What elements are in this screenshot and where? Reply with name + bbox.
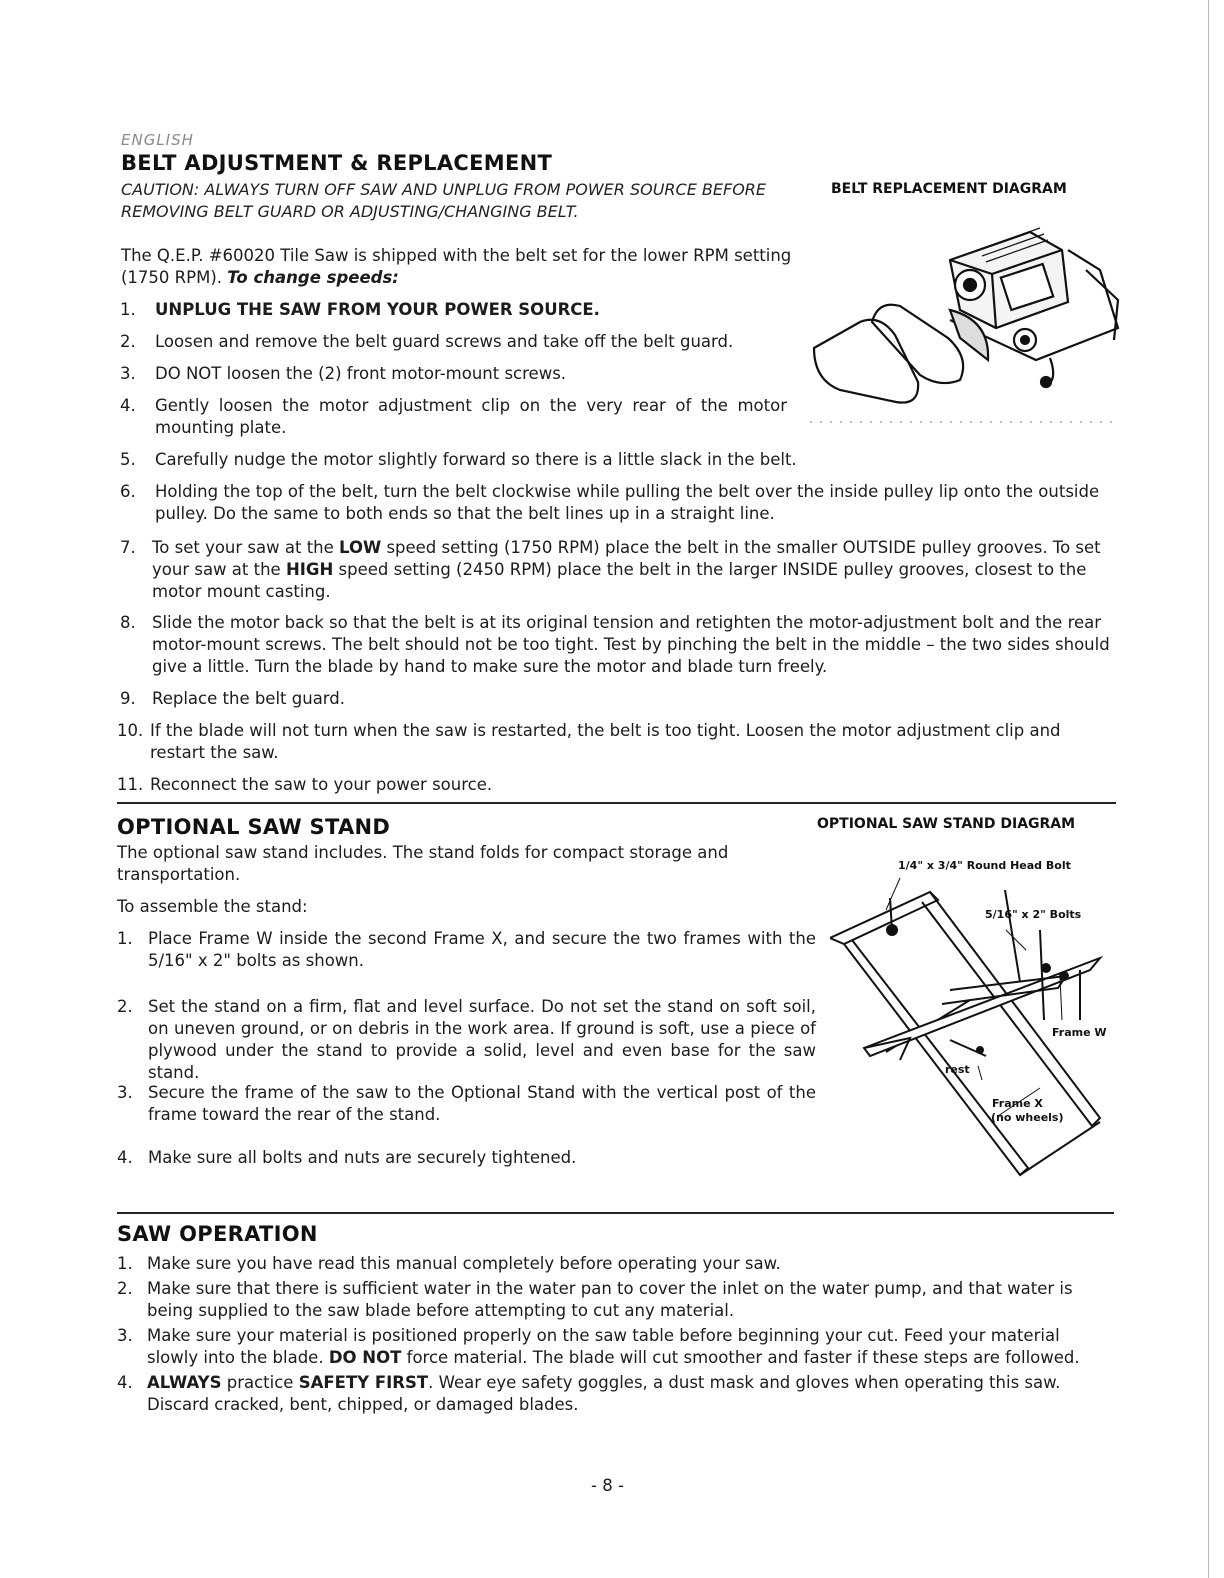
step-7-text-b: speed setting (1750 RPM) place the belt in the smaller OUTSIDE pulley grooves. To set your saw at the [152, 538, 1101, 579]
belt-step-6 [120, 481, 1120, 525]
frame-x-label: Frame X [992, 1097, 1043, 1110]
step-3-text-b: force material. The blade will cut smoother and faster if these steps are followed. [406, 1348, 1080, 1367]
belt-step-10 [117, 720, 1120, 764]
step-number: 4. [117, 1373, 133, 1392]
step-text: Slide the motor back so that the belt is at its original tension and retighten the motor-adjustment bolt and the rear motor-mount screws. The belt should not be too tight. Test by pinching the belt in the middle – the two sides should give a little. Turn the blade by hand to make sure the motor and blade turn freely. [152, 613, 1110, 676]
rest-icon [950, 1040, 986, 1056]
step-number: 2. [117, 997, 133, 1016]
step-number: 5. [120, 450, 136, 469]
belt-intro-emphasis: To change speeds: [227, 268, 399, 287]
stand-assemble-label: To assemble the stand: [117, 897, 308, 916]
step-text: Loosen and remove the belt guard screws and take off the belt guard. [155, 332, 734, 351]
high-setting: HIGH [285, 560, 334, 579]
step-text [147, 1325, 1115, 1369]
low-setting: LOW [339, 538, 382, 557]
frame-w-label: Frame W [1052, 1026, 1107, 1039]
safety-first-emphasis: SAFETY FIRST [298, 1373, 429, 1392]
do-not-emphasis: DO NOT [328, 1348, 402, 1367]
step-number: 2. [120, 332, 136, 351]
stand-step-2 [117, 996, 817, 1082]
step-number: 1. [117, 1254, 133, 1273]
step-number: 3. [120, 364, 136, 383]
always-emphasis: ALWAYS [147, 1373, 222, 1392]
stand-section-title: OPTIONAL SAW STAND [117, 815, 391, 839]
rest-label: rest [945, 1063, 970, 1076]
stand-intro: The optional saw stand includes. The stand folds for compact storage and transportation. [117, 843, 729, 884]
step-text: Carefully nudge the motor slightly forward so there is a little slack in the belt. [155, 450, 797, 469]
step-4-text-a: practice [226, 1373, 294, 1392]
step-text: Replace the belt guard. [152, 689, 346, 708]
step-number: 8. [120, 613, 136, 632]
round-head-bolt-label: 1/4" x 3/4" Round Head Bolt [898, 859, 1071, 872]
step-text: Make sure that there is sufficient water in the water pan to cover the inlet on the water pump, and that water is being supplied to the saw blade before attempting to cut any material. [147, 1279, 1073, 1320]
step-text: Secure the frame of the saw to the Optional Stand with the vertical post of the frame toward the rear of the stand. [148, 1083, 816, 1124]
operation-step-4 [117, 1372, 1117, 1416]
operation-section-title: SAW OPERATION [117, 1222, 318, 1246]
step-text: If the blade will not turn when the saw is restarted, the belt is too tight. Loosen the motor adjustment clip and restart the saw. [150, 721, 1061, 762]
page-number: - 8 - [591, 1476, 624, 1495]
bolts-label: 5/16" x 2" Bolts [985, 908, 1082, 921]
step-text: Make sure all bolts and nuts are securely tightened. [148, 1148, 577, 1167]
no-wheels-label: (no wheels) [991, 1111, 1064, 1124]
motor-icon [950, 228, 1068, 328]
step-number: 4. [117, 1148, 133, 1167]
belt-intro-line-1: The Q.E.P. #60020 Tile Saw is shipped with the belt set for the lower RPM setting [121, 246, 792, 265]
belt-step-8 [120, 612, 1120, 678]
belt-replacement-diagram [800, 210, 1130, 430]
step-number: 3. [117, 1083, 133, 1102]
step-7-text-a: To set your saw at the [152, 538, 334, 557]
scan-edge [1208, 0, 1209, 1578]
belt-intro-line-2 [121, 267, 399, 289]
step-3-text-a: Make sure your material is positioned properly on the saw table before beginning your cut. Feed your material slowly into the blade. [147, 1326, 1060, 1367]
section-divider [117, 1212, 1114, 1214]
step-number: 11. [117, 775, 144, 794]
step-number: 9. [120, 689, 136, 708]
step-text: Place Frame W inside the second Frame X, and secure the two frames with the 5/16" x 2" bolts as shown. [148, 929, 816, 970]
stand-step-1 [117, 928, 817, 972]
operation-step-2 [117, 1278, 1117, 1322]
step-text: Make sure you have read this manual completely before operating your saw. [147, 1254, 781, 1273]
step-number: 2. [117, 1279, 133, 1298]
step-text: Reconnect the saw to your power source. [150, 775, 493, 794]
stand-diagram-title: OPTIONAL SAW STAND DIAGRAM [817, 816, 1076, 832]
language-label: ENGLISH [121, 131, 194, 149]
caution-line-2: REMOVING BELT GUARD OR ADJUSTING/CHANGING BELT. [121, 202, 579, 221]
operation-step-3 [117, 1325, 1117, 1369]
step-7-text-c: speed setting (2450 RPM) place the belt in the larger INSIDE pulley grooves, closest to the motor mount casting. [152, 560, 1087, 601]
belt-step-7 [120, 537, 1120, 603]
belt-intro-rpm: (1750 RPM). [121, 268, 223, 287]
section-divider [117, 802, 1116, 804]
step-text: UNPLUG THE SAW FROM YOUR POWER SOURCE. [155, 300, 600, 319]
step-text [147, 1372, 1115, 1416]
belt-diagram-title: BELT REPLACEMENT DIAGRAM [831, 181, 1067, 197]
step-number: 6. [120, 482, 136, 501]
step-number: 1. [117, 929, 133, 948]
step-number: 7. [120, 538, 136, 557]
step-text: Gently loosen the motor adjustment clip on the very rear of the motor mounting plate. [155, 396, 787, 437]
step-text: DO NOT loosen the (2) front motor-mount screws. [155, 364, 567, 383]
belt-loop-1 [814, 320, 918, 403]
caution-line-1: CAUTION: ALWAYS TURN OFF SAW AND UNPLUG FROM POWER SOURCE BEFORE [121, 180, 767, 199]
belt-step-4 [120, 395, 800, 439]
step-4-text-b: . Wear eye safety goggles, a dust mask and gloves when operating this saw. Discard cracked, bent, chipped, or damaged blades. [147, 1373, 1061, 1414]
step-text: Set the stand on a firm, flat and level surface. Do not set the stand on soft soil, on uneven ground, or on debris in the work area. If ground is soft, use a piece of plywood under the stand to provide a solid, level and even base for the saw stand. [148, 997, 816, 1082]
belt-loop-2 [872, 305, 963, 383]
step-number: 4. [120, 396, 136, 415]
step-number: 10. [117, 721, 144, 740]
belt-section-title: BELT ADJUSTMENT & REPLACEMENT [121, 151, 553, 175]
step-text [152, 537, 1120, 603]
step-number: 3. [117, 1326, 133, 1345]
stand-step-3 [117, 1082, 817, 1126]
step-number: 1. [120, 300, 136, 319]
step-text: Holding the top of the belt, turn the belt clockwise while pulling the belt over the inside pulley lip onto the outside pulley. Do the same to both ends so that the belt lines up in a straight line. [155, 482, 1100, 523]
